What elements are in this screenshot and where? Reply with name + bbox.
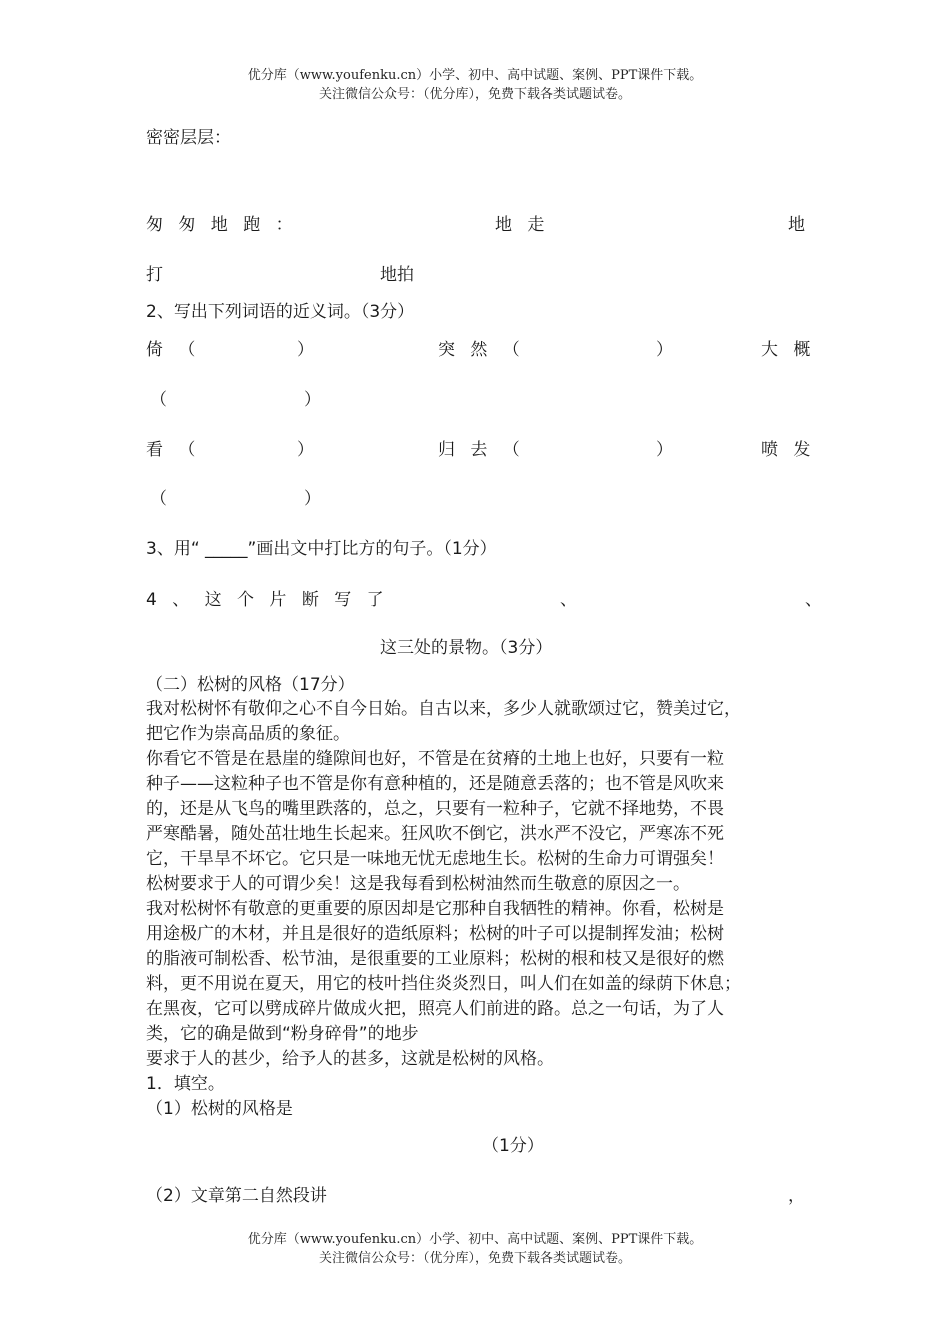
syn-dagai-close: ）	[304, 390, 321, 410]
passage-line: 的，还是从飞鸟的嘴里跌落的，总之，只要有一粒种子，它就不择地势，不畏	[146, 799, 724, 819]
syn-kan: 看 （	[146, 440, 201, 460]
passage-line: 我对松树怀有敬意的更重要的原因却是它那种自我牺牲的精神。你看，松树是	[146, 899, 724, 919]
syn-penfa-open: （	[150, 489, 167, 509]
syn-turan-close: ）	[656, 340, 673, 360]
passage-line: 料，更不用说在夏天，用它的枝叶挡住炎炎烈日，叫人们在如盖的绿荫下休息；	[146, 974, 741, 994]
question-1-2: （2）文章第二自然段讲	[146, 1186, 327, 1206]
question-1-1: （1）松树的风格是	[146, 1099, 293, 1119]
syn-guiqu-close: ）	[656, 440, 673, 460]
syn-turan: 突 然 （	[438, 340, 525, 360]
passage-line: 用途极广的木材，并且是很好的造纸原料；松树的叶子可以提制挥发油；松树	[146, 924, 724, 944]
passage-line: 种子——这粒种子也不管是你有意种植的，还是随意丢落的；也不管是风吹来	[146, 774, 724, 794]
passage-line: 把它作为崇高品质的象征。	[146, 724, 350, 744]
passage-line: 严寒酷暑，随处茁壮地生长起来。狂风吹不倒它，洪水严不没它，严寒冻不死	[146, 824, 724, 844]
di-zou: 地 走	[495, 215, 550, 235]
q4-comma-2: 、	[805, 590, 822, 610]
header-line-1: 优分库（www.youfenku.cn）小学、初中、高中试题、案例、PPT课件下载。	[247, 68, 703, 83]
syn-guiqu: 归 去 （	[438, 440, 525, 460]
question-2: 2、写出下列词语的近义词。（3分）	[146, 302, 415, 322]
q4-end: 这三处的景物。（3分）	[380, 638, 553, 658]
header-line-2: 关注微信公众号：（优分库），免费下载各类试题试卷。	[318, 87, 631, 102]
syn-kan-close: ）	[297, 440, 314, 460]
syn-yi: 倚 （	[146, 340, 201, 360]
question-4: 4 、 这 个 片 断 写 了	[146, 590, 389, 610]
passage-body	[146, 697, 818, 1122]
q1-1-score: （1分）	[482, 1136, 544, 1156]
footer-line-2: 关注微信公众号：（优分库），免费下载各类试题试卷。	[318, 1251, 631, 1266]
passage-title: （二）松树的风格（17分）	[146, 675, 355, 695]
syn-yi-close: ）	[297, 340, 314, 360]
passage-line: 我对松树怀有敬仰之心不自今日始。自古以来，多少人就歌颂过它，赞美过它，	[146, 699, 741, 719]
congcong-di-pao: 匆 匆 地 跑 ：	[146, 215, 298, 235]
footer-line-1: 优分库（www.youfenku.cn）小学、初中、高中试题、案例、PPT课件下载。	[247, 1232, 703, 1247]
syn-penfa-close: ）	[304, 489, 321, 509]
passage-line: 它，干旱旱不坏它。它只是一味地无忧无虑地生长。松树的生命力可谓强矣！	[146, 849, 724, 869]
syn-penfa: 喷 发	[761, 440, 816, 460]
passage-line: 的脂液可制松香、松节油，是很重要的工业原料；松树的根和枝又是很好的燃	[146, 949, 724, 969]
passage-line: 在黑夜，它可以劈成碎片做成火把，照亮人们前进的路。总之一句话，为了人	[146, 999, 724, 1019]
di-label: 地	[788, 215, 805, 235]
syn-dagai-open: （	[150, 390, 167, 410]
q1-2-comma: ，	[788, 1186, 805, 1206]
q4-comma-1: 、	[560, 590, 577, 610]
passage-line: 要求于人的甚少，给予人的甚多，这就是松树的风格。	[146, 1049, 554, 1069]
syn-dagai: 大 概	[761, 340, 816, 360]
passage-line: 松树要求于人的可谓少矣！这是我每看到松树油然而生敬意的原因之一。	[146, 874, 690, 894]
passage-line: 类，它的确是做到“粉身碎骨”的地步	[146, 1024, 419, 1044]
passage-line: 你看它不管是在悬崖的缝隙间也好，不管是在贫瘠的土地上也好，只要有一粒	[146, 749, 724, 769]
question-1-fill: 1．填空。	[146, 1074, 225, 1094]
da-label: 打	[146, 265, 163, 285]
di-pai-label: 地拍	[380, 265, 414, 285]
mimi-cengceng-label: 密密层层：	[146, 128, 231, 148]
question-3: 3、用“ _____”画出文中打比方的句子。（1分）	[146, 539, 497, 559]
